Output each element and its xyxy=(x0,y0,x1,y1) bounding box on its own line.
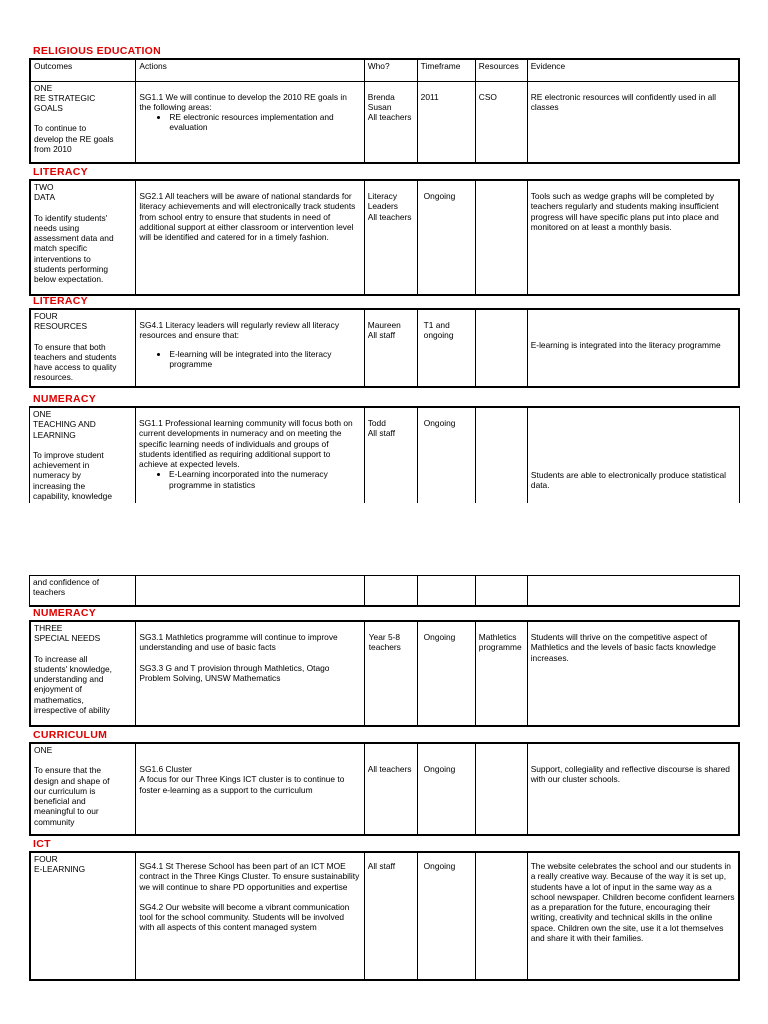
outcome-line: community xyxy=(34,816,75,827)
section-heading-numeracy: NUMERACY xyxy=(33,607,97,619)
outcome-line: have access to quality xyxy=(34,362,117,373)
evidence-text: The website celebrates the school and our students in a really creative way. Because of the way it is set up, students have a lot of input in the same way as a school newspaper. Children become confident learners as a preparation for the future, encouraging their writing, creativity and technical skills in the online space. Children own the site, use it a lot themselves and share it with their families. xyxy=(530,861,735,944)
who-cell xyxy=(364,309,417,387)
who-line: Literacy xyxy=(367,191,398,201)
section-heading-literacy: LITERACY xyxy=(33,166,88,178)
timeframe-cell xyxy=(417,743,475,835)
outcome-line: SPECIAL NEEDS xyxy=(34,633,101,644)
timeframe-text: Ongoing xyxy=(423,632,456,642)
outcome-line: enjoyment of xyxy=(34,684,82,695)
timeframe-text: Ongoing xyxy=(423,861,456,871)
who-line: Brenda xyxy=(367,91,395,102)
outcome-line: FOUR xyxy=(34,311,58,321)
action-cell xyxy=(136,81,364,163)
evidence-cell xyxy=(527,309,739,387)
action-text: SG1.6 Cluster xyxy=(139,764,192,774)
outcome-line: understanding and xyxy=(34,674,104,685)
outcome-line: FOUR xyxy=(34,854,58,864)
outcome-line: DATA xyxy=(34,192,56,203)
action-cell xyxy=(136,309,364,387)
who-line: Todd xyxy=(367,418,386,428)
evidence-text: Tools such as wedge graphs will be completed by teachers regularly and students making insufficient progress will have specific plans put into place and monitored on at least a monthly basis. xyxy=(530,191,719,232)
literacy-resources-table xyxy=(29,308,740,388)
outcome-line: To identify students' xyxy=(34,212,108,223)
who-line: Year 5-8 xyxy=(368,632,401,642)
outcome-line: LEARNING xyxy=(33,429,76,440)
action-text: SG2.1 All teachers will be aware of national standards for literacy achievements and will electronically track students from school entry to ensure that students in need of additional support at either classroom or intervention level will be identified and catered for in a timely fashion. xyxy=(139,191,356,243)
ict-table xyxy=(29,851,740,981)
table-row xyxy=(30,852,739,980)
literacy-data-table xyxy=(29,179,740,296)
timeframe-line: T1 and xyxy=(423,320,450,330)
timeframe-cell xyxy=(417,621,475,726)
header-evidence: Evidence xyxy=(527,59,739,81)
who-cell xyxy=(364,576,417,606)
header-timeframe: Timeframe xyxy=(417,59,475,81)
who-line: Maureen xyxy=(367,320,401,330)
numeracy-teaching-table xyxy=(29,406,740,503)
curriculum-table xyxy=(29,742,740,836)
numeracy-continuation-table xyxy=(29,575,740,607)
outcome-line: from 2010 xyxy=(34,143,72,154)
who-cell xyxy=(364,180,417,295)
action-text: SG3.3 G and T provision through Mathletics, Otago Problem Solving, UNSW Mathematics xyxy=(139,662,330,683)
outcome-line: assessment data and xyxy=(34,233,114,244)
outcome-line: needs using xyxy=(34,222,80,233)
outcome-cell xyxy=(30,81,136,163)
outcome-line: numeracy by xyxy=(33,470,81,481)
action-text: SG4.1 St Therese School has been part of an ICT MOE contract in the Three Kings Cluster. To ensure sustainability we will continue to share PD opportunities and expertise xyxy=(139,861,360,892)
outcome-line: match specific xyxy=(34,243,88,254)
outcome-line: teachers xyxy=(33,587,66,598)
outcome-line: TWO xyxy=(34,182,54,192)
resources-cell xyxy=(475,621,527,726)
outcome-line: increasing the xyxy=(33,480,86,491)
outcome-line: To improve student xyxy=(33,449,104,460)
outcome-line: ONE xyxy=(34,745,53,755)
table-row xyxy=(30,743,739,835)
evidence-text: E-learning is integrated into the literacy programme xyxy=(530,340,721,350)
outcome-line: RESOURCES xyxy=(34,321,88,332)
numeracy-special-needs-table xyxy=(29,620,740,727)
table-row xyxy=(30,407,740,503)
outcome-line: design and shape of xyxy=(34,775,110,786)
section-heading-religious: RELIGIOUS EDUCATION xyxy=(33,45,162,57)
header-outcomes: Outcomes xyxy=(30,59,136,81)
who-line: All teachers xyxy=(367,112,412,123)
resources-cell xyxy=(475,743,527,835)
timeframe-text: 2011 xyxy=(420,91,439,102)
outcome-line: E-LEARNING xyxy=(34,864,86,875)
outcome-line: To continue to xyxy=(34,123,87,134)
outcome-line: our curriculum is xyxy=(34,785,96,796)
outcome-cell xyxy=(30,852,136,980)
evidence-text: RE electronic resources will confidently used in all classes xyxy=(530,91,716,112)
outcome-line: mathematics, xyxy=(34,694,84,705)
who-cell xyxy=(364,743,417,835)
timeframe-cell xyxy=(417,81,475,163)
outcome-line: teachers and students xyxy=(34,351,117,362)
outcome-cell xyxy=(30,407,136,503)
evidence-cell xyxy=(527,576,739,606)
who-cell xyxy=(364,81,417,163)
re-table xyxy=(29,58,740,164)
timeframe-line: ongoing xyxy=(423,330,454,341)
timeframe-cell xyxy=(417,309,475,387)
action-cell xyxy=(136,407,365,503)
action-text: A focus for our Three Kings ICT cluster is to continue to foster e-learning as a support to the curriculum xyxy=(139,774,345,795)
table-row xyxy=(30,81,739,163)
who-line: All staff xyxy=(367,330,396,341)
resources-line: Mathletics xyxy=(478,632,517,642)
header-who: Who? xyxy=(364,59,417,81)
action-cell xyxy=(136,621,364,726)
resources-cell xyxy=(475,407,527,503)
outcome-cell xyxy=(30,309,136,387)
timeframe-cell xyxy=(417,180,475,295)
resources-cell xyxy=(475,309,527,387)
who-line: All teachers xyxy=(367,211,412,222)
who-text: All teachers xyxy=(367,764,412,774)
outcome-line: ONE xyxy=(34,82,53,93)
outcome-line: irrespective of ability xyxy=(34,705,110,716)
resources-cell xyxy=(475,852,527,980)
outcome-line: To increase all xyxy=(34,653,88,664)
evidence-text: Students will thrive on the competitive aspect of Mathletics and the levels of basic facts knowledge increases. xyxy=(530,632,716,663)
outcome-line: capability, knowledge xyxy=(33,491,112,502)
outcome-line: RE STRATEGIC xyxy=(34,92,96,103)
header-resources: Resources xyxy=(475,59,527,81)
section-heading-ict: ICT xyxy=(33,838,51,850)
action-text: SG3.1 Mathletics programme will continue to improve understanding and use of basic facts xyxy=(139,632,338,653)
table-row xyxy=(30,576,740,606)
who-cell xyxy=(364,621,417,726)
action-bullet: • E-learning will be integrated into the literacy programme xyxy=(169,349,360,370)
outcome-line: To ensure that the xyxy=(34,765,102,776)
resources-cell xyxy=(475,576,527,606)
outcome-cell xyxy=(30,621,136,726)
outcome-line: and confidence of xyxy=(33,577,100,587)
timeframe-text: Ongoing xyxy=(423,418,456,428)
who-line: Leaders xyxy=(367,201,398,212)
evidence-cell xyxy=(527,81,739,163)
outcome-line: develop the RE goals xyxy=(34,133,114,144)
table-row xyxy=(30,309,739,387)
table-row xyxy=(30,180,739,295)
evidence-text: Students are able to electronically produce statistical data. xyxy=(530,470,726,491)
outcome-cell xyxy=(30,743,136,835)
action-cell xyxy=(136,180,364,295)
evidence-cell xyxy=(527,180,739,295)
outcome-line: beneficial and xyxy=(34,796,86,807)
outcome-cell xyxy=(30,576,136,606)
timeframe-text: Ongoing xyxy=(423,764,456,774)
action-text: SG4.2 Our website will become a vibrant communication tool for the school community. Students will be involved with all aspects of this content managed system xyxy=(139,901,350,933)
action-text: SG1.1 We will continue to develop the 2010 RE goals in the following areas: xyxy=(139,91,347,112)
outcome-line: To ensure that both xyxy=(34,341,106,352)
action-text: SG1.1 Professional learning community will focus both on current developments in numeracy and on meeting the specific learning needs of individuals and groups of students identified as requiring additional support to achieve at expected levels. xyxy=(139,418,353,470)
evidence-cell xyxy=(527,852,739,980)
outcome-line: meaningful to our xyxy=(34,806,99,817)
outcome-line: achievement in xyxy=(33,460,90,471)
section-heading-numeracy: NUMERACY xyxy=(33,393,97,405)
action-bullet: • RE electronic resources implementation and evaluation xyxy=(169,112,360,133)
action-text: SG4.1 Literacy leaders will regularly review all literacy resources and ensure that: xyxy=(139,320,340,341)
header-actions: Actions xyxy=(136,59,364,81)
section-heading-literacy: LITERACY xyxy=(33,295,88,307)
outcome-line: below expectation. xyxy=(34,274,104,285)
who-line: Susan xyxy=(367,101,392,112)
outcome-line: students' knowledge, xyxy=(34,663,112,674)
who-line: All staff xyxy=(367,428,396,439)
outcome-line: resources. xyxy=(34,372,74,383)
resources-cell xyxy=(475,180,527,295)
section-heading-curriculum: CURRICULUM xyxy=(33,729,108,741)
evidence-text: Support, collegiality and reflective discourse is shared with our cluster schools. xyxy=(530,764,730,785)
who-text: All staff xyxy=(367,861,396,871)
who-cell xyxy=(364,407,417,503)
resources-cell xyxy=(475,81,527,163)
outcome-line: interventions to xyxy=(34,253,91,264)
outcome-line: THREE xyxy=(34,623,63,633)
table-row xyxy=(30,621,739,726)
outcome-line: GOALS xyxy=(34,103,63,114)
header-row xyxy=(30,59,739,81)
outcome-line: TEACHING AND xyxy=(33,419,96,430)
outcome-line: students performing xyxy=(34,264,109,275)
evidence-cell xyxy=(527,621,739,726)
outcome-cell xyxy=(30,180,136,295)
timeframe-cell xyxy=(417,576,475,606)
timeframe-cell xyxy=(417,852,475,980)
action-cell xyxy=(136,576,365,606)
action-cell xyxy=(136,743,364,835)
action-cell xyxy=(136,852,364,980)
action-bullet: • E-Learning incorporated into the numeracy programme in statistics xyxy=(169,469,361,490)
evidence-cell xyxy=(527,743,739,835)
outcome-line: ONE xyxy=(33,409,52,419)
who-cell xyxy=(364,852,417,980)
resources-text: CSO xyxy=(478,91,497,102)
who-line: teachers xyxy=(368,642,401,653)
resources-line: programme xyxy=(478,642,522,653)
timeframe-text: Ongoing xyxy=(423,191,456,201)
timeframe-cell xyxy=(417,407,475,503)
evidence-cell xyxy=(527,407,739,503)
